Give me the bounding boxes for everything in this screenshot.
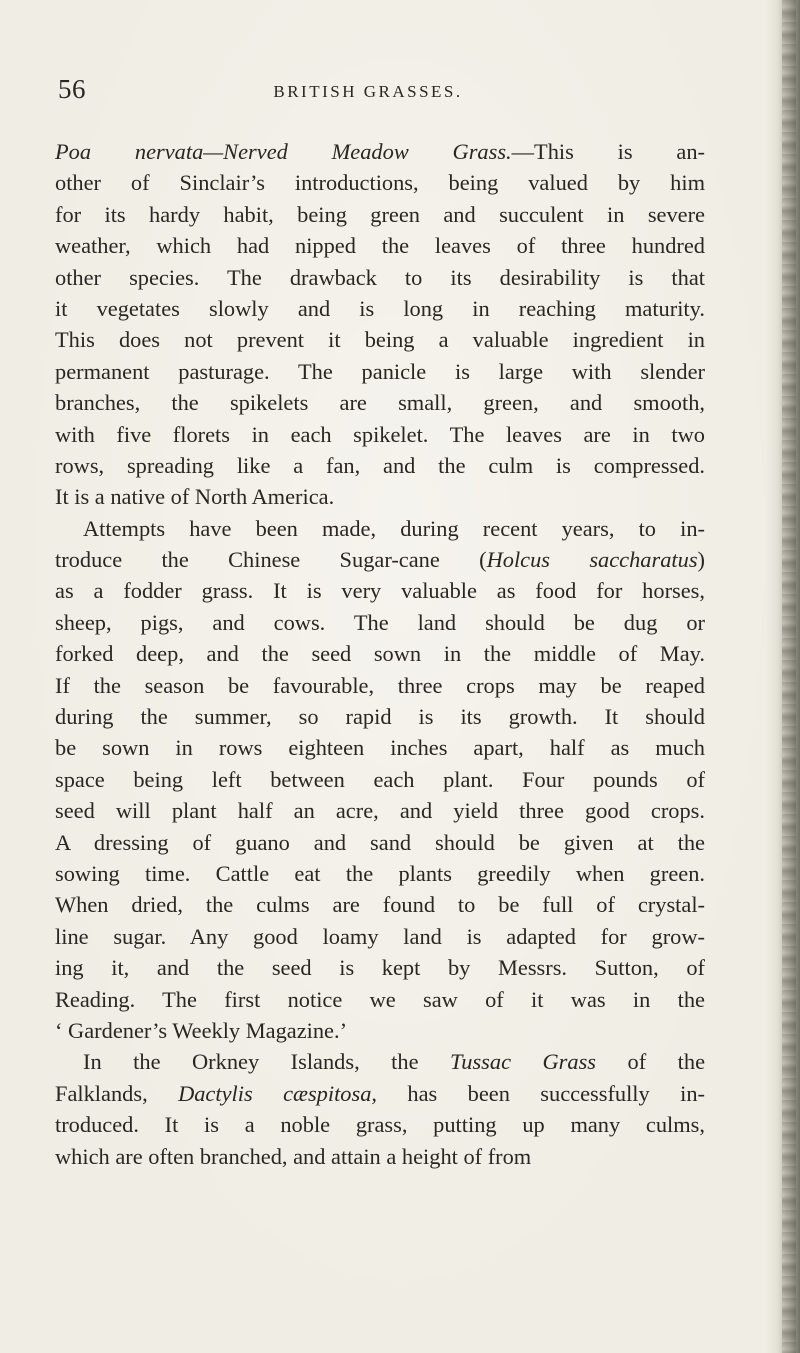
text-segment: sowing time. Cattle eat the plants greedily when green. [55,860,705,886]
text-segment: space being left between each plant. Four pounds of [55,766,705,792]
paragraph [55,513,705,1047]
text-line [55,638,705,669]
text-segment: it vegetates slowly and is long in reaching maturity. [55,295,705,321]
text-line [55,481,705,512]
text-line [55,324,705,355]
text-segment: sheep, pigs, and cows. The land should be dug or [55,609,705,635]
text-line [55,921,705,952]
text-line [55,670,705,701]
italic-text: Dactylis cæspitosa, [178,1080,377,1106]
text-segment: ing it, and the seed is kept by Messrs. Sutton, of [55,955,705,981]
text-segment: ‘ Gardener’s Weekly Magazine.’ [55,1017,348,1043]
text-line [55,167,705,198]
text-segment: This does not prevent it being a valuable ingredient in [55,327,705,353]
text-segment: as a fodder grass. It is very valuable as food for horses, [55,578,705,604]
text-segment: ) [697,547,706,573]
text-line [55,199,705,230]
text-segment: has been successfully in- [377,1080,705,1106]
text-segment: line sugar. Any good loamy land is adapted for grow- [55,923,705,949]
text-segment: seed will plant half an acre, and yield three good crops. [55,798,705,824]
text-line [55,607,705,638]
text-line [55,1046,705,1077]
text-segment: troduced. It is a noble grass, putting up many culms, [55,1112,705,1138]
text-segment: during the summer, so rapid is its growth. It should [55,704,705,730]
text-line [55,262,705,293]
paragraph [55,136,705,513]
text-line [55,1109,705,1140]
text-segment: It is a native of North America. [55,484,335,510]
text-line [55,419,705,450]
text-line [55,889,705,920]
text-segment: A dressing of guano and sand should be given at the [55,829,705,855]
text-line [55,544,705,575]
text-segment: If the season be favourable, three crops may be reaped [55,672,705,698]
text-segment: for its hardy habit, being green and succulent in severe [55,201,705,227]
page-header [58,74,678,114]
text-segment: troduce the Chinese Sugar-cane ( [55,547,487,573]
italic-text: Tussac Grass [450,1049,597,1075]
italic-text: Holcus saccharatus [486,547,698,573]
text-line [55,293,705,324]
text-segment: When dried, the culms are found to be full of crystal- [55,892,705,918]
text-line [55,356,705,387]
text-line [55,952,705,983]
text-line [55,701,705,732]
italic-text: Poa nervata—Nerved Meadow Grass. [55,139,512,164]
text-segment: Falklands, [55,1080,179,1106]
text-segment: forked deep, and the seed sown in the middle of May. [55,641,705,667]
text-segment: rows, spreading like a fan, and the culm is compressed. [55,452,705,478]
paragraph [55,1046,705,1172]
text-segment: —This is an- [511,139,705,164]
text-line [55,1015,705,1046]
text-line [55,858,705,889]
text-segment: In the Orkney Islands, the [83,1049,451,1075]
text-segment: of the [596,1049,706,1075]
text-line [55,764,705,795]
text-line [55,1078,705,1109]
text-segment: which are often branched, and attain a height of from [55,1143,532,1169]
text-line [55,450,705,481]
text-segment: branches, the spikelets are small, green, and smooth, [55,390,705,416]
running-head: BRITISH GRASSES. [273,82,463,101]
text-segment: weather, which had nipped the leaves of three hundred [55,233,705,259]
page-edge-streaks [782,0,796,1353]
text-segment: other species. The drawback to its desirability is that [55,264,705,290]
text-line [55,1141,705,1172]
text-segment: Attempts have been made, during recent years, to in- [83,515,705,541]
text-segment: be sown in rows eighteen inches apart, half as much [55,735,705,761]
text-segment: permanent pasturage. The panicle is large with slender [55,358,705,384]
text-line [55,795,705,826]
text-segment: Reading. The first notice we saw of it was in the [55,986,705,1012]
page-number: 56 [58,74,86,104]
text-line [55,513,705,544]
text-line [55,136,705,167]
body-text [55,136,705,1172]
text-line [55,827,705,858]
text-segment: other of Sinclair’s introductions, being valued by him [55,170,705,196]
text-line [55,387,705,418]
text-line [55,575,705,606]
text-segment: with five florets in each spikelet. The leaves are in two [55,421,705,447]
text-line [55,732,705,763]
text-line [55,984,705,1015]
text-line [55,230,705,261]
